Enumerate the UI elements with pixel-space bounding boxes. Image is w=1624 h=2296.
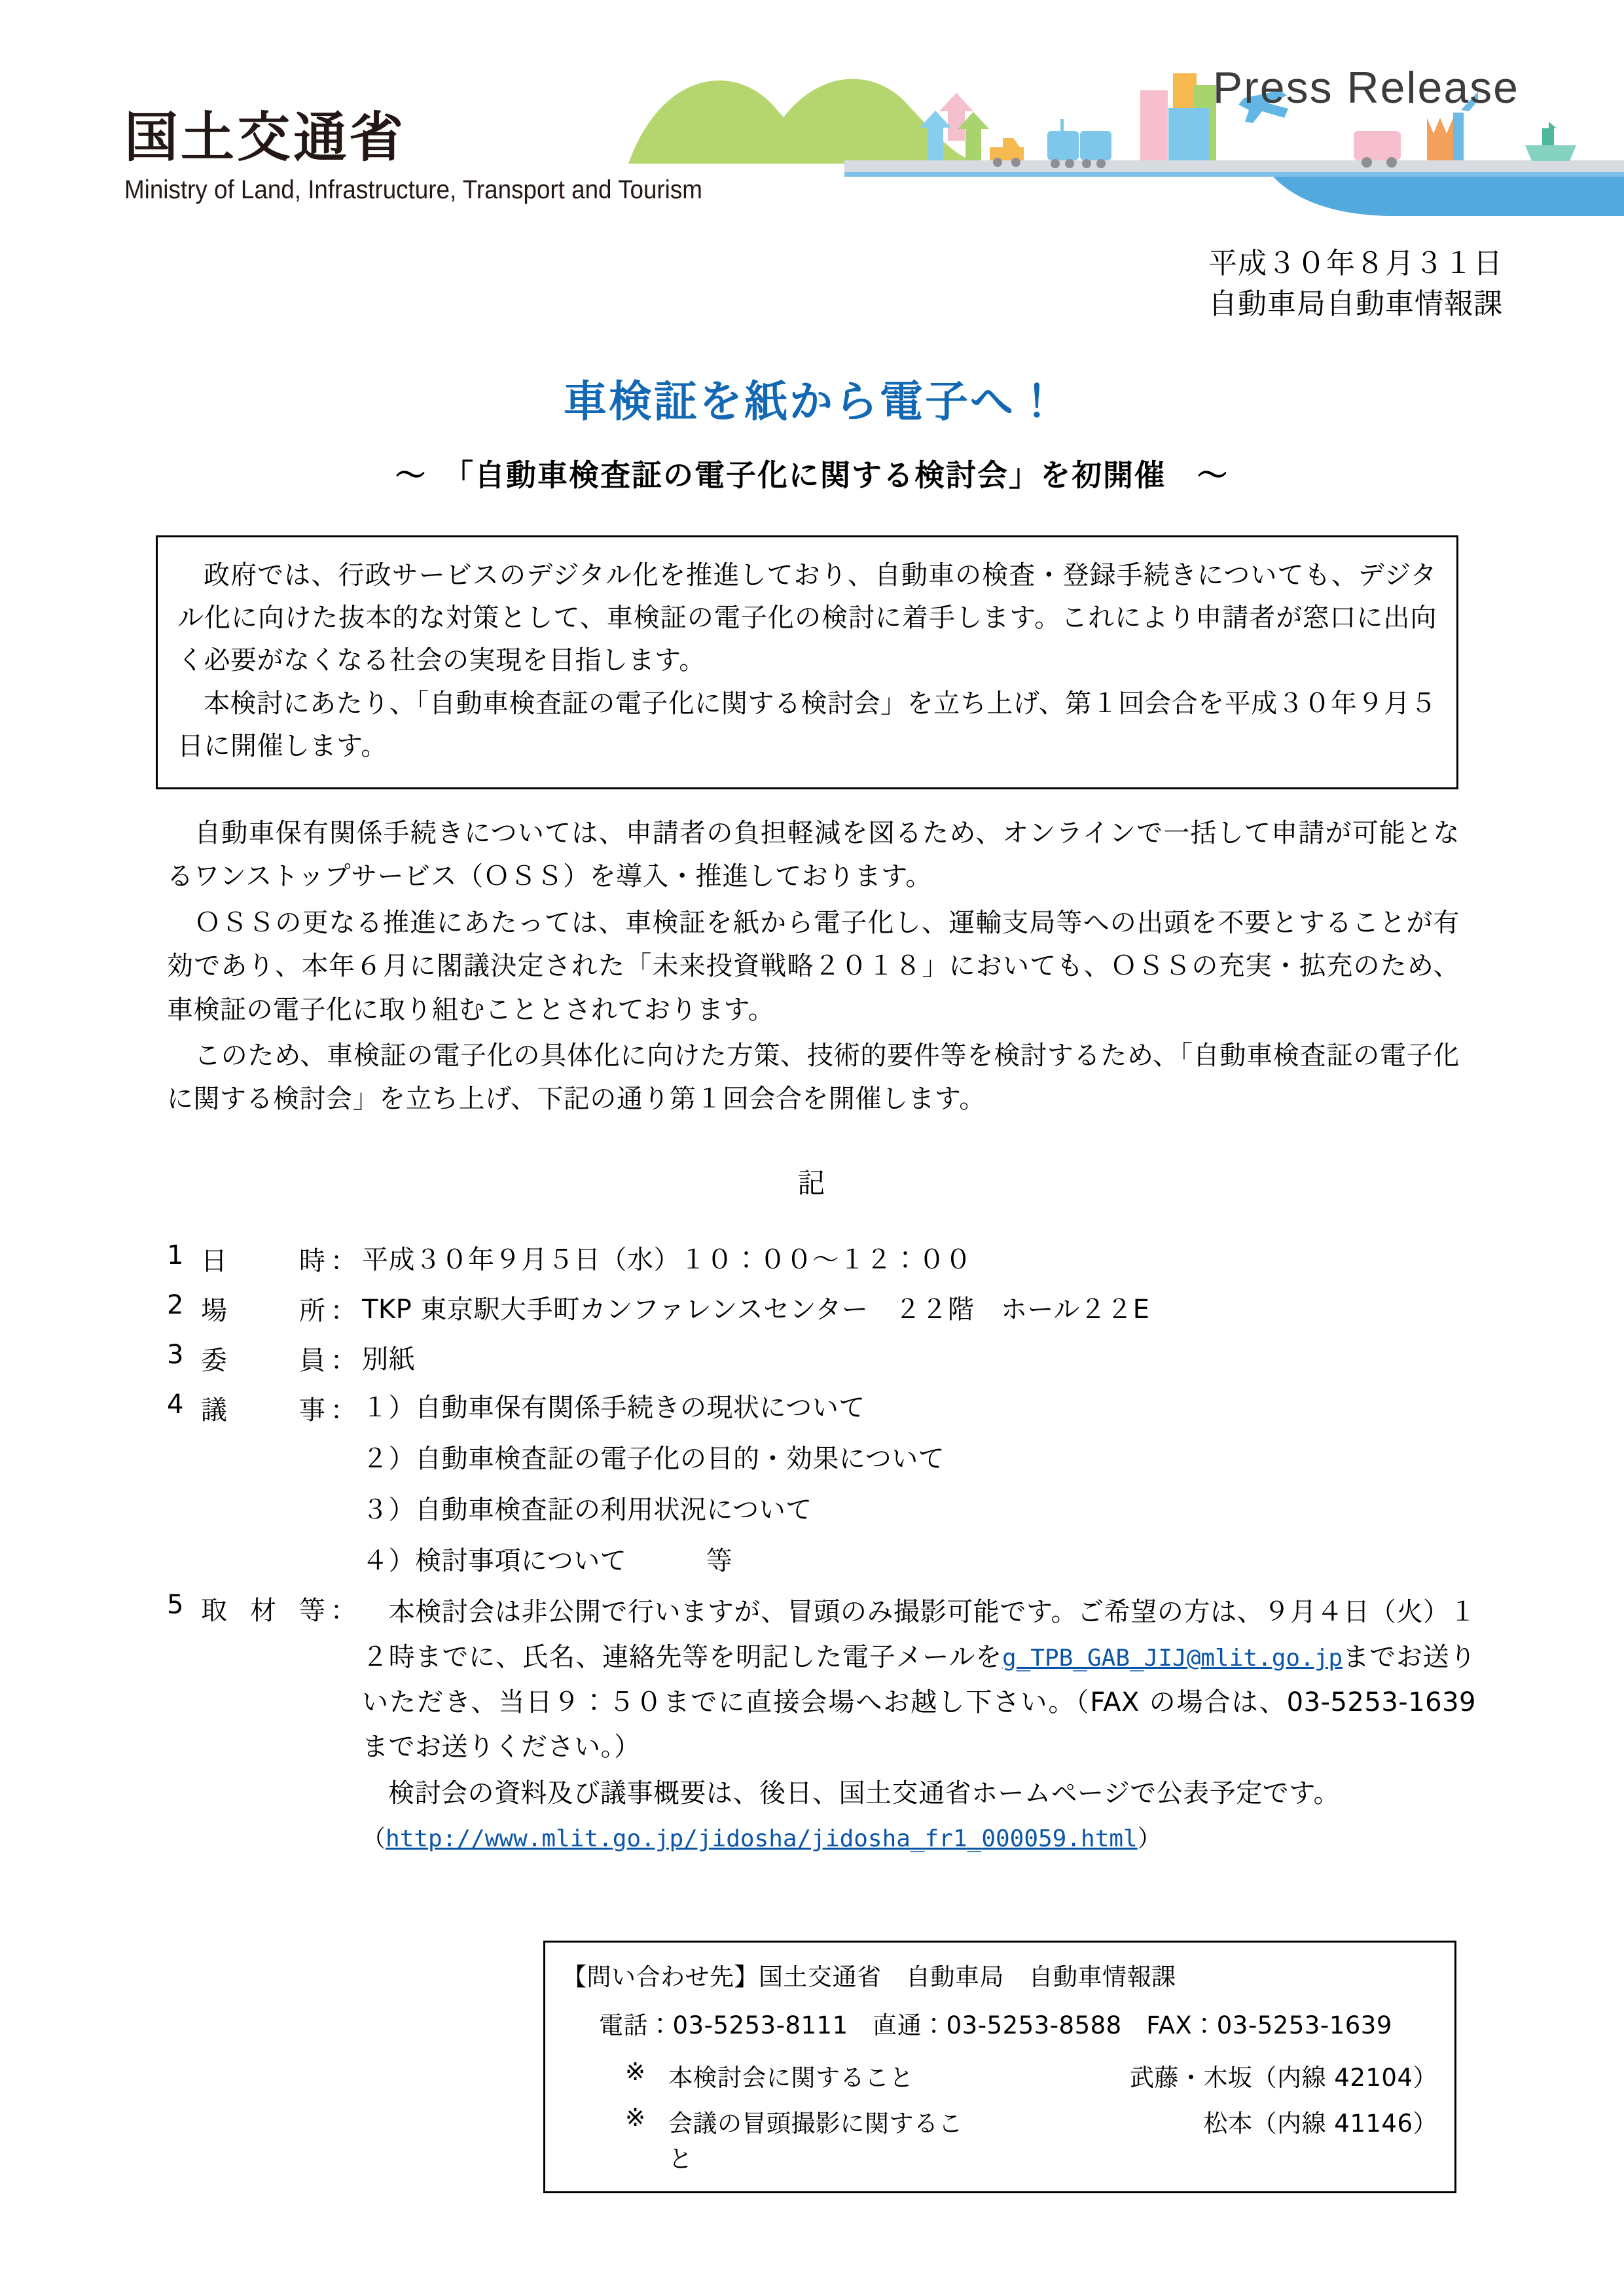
document-header [0,0,1624,236]
url-open-paren: （ [362,1825,386,1852]
item-label-char: 事 [299,1395,325,1426]
item-number: 2 [167,1290,184,1320]
item-label-char: 所 [299,1296,325,1326]
item-value [362,1590,1476,1857]
agenda-list-item: １）自動車保有関係手続きの現状について [362,1393,865,1423]
contact-email-link[interactable]: g_TPB_GAB_JIJ@mlit.go.jp [1001,1644,1343,1672]
note-contact-person: 松本（内線 41146） [1203,2109,1437,2138]
item-colon: ： [330,1296,357,1326]
item-label [201,1290,325,1327]
item-number: 4 [167,1390,184,1420]
item-label-char: 取 [201,1596,227,1626]
agenda-list-item: ３）自動車検査証の利用状況について [362,1495,812,1525]
note-topic: 会議の冒頭撮影に関すること [668,2109,963,2173]
body-paragraph: ＯＳＳの更なる推進にあたっては、車検証を紙から電子化し、運輸支局等への出頭を不要とすることが有効であり、本年６月に閣議決定された「未来投資戦略２０１８」においても、ＯＳＳの充実・拡充のため、車検証の電子化に取り組むこととされております。 [167,907,1460,1025]
detail-item-members [167,1340,1476,1379]
note-mark-icon: ※ [625,2104,646,2132]
item-value: 別紙 [362,1344,415,1374]
detail-item-agenda [167,1390,1476,1579]
press-release-label: Press Release [1212,63,1519,113]
contact-phone-numbers: 電話：03-5253-8111 直通：03-5253-8588 FAX：03-5253-1639 [599,2011,1392,2039]
item-label-char: 材 [250,1596,276,1626]
website-url-line [362,1821,1476,1857]
detail-item-press-coverage [167,1590,1476,1857]
item-value: 平成３０年９月５日（水）１０：００～１２：００ [362,1245,972,1275]
publication-note: 検討会の資料及び議事概要は、後日、国土交通省ホームページで公表予定です。 [388,1778,1340,1809]
ministry-website-link[interactable]: http://www.mlit.go.jp/jidosha/jidosha_fr1_000059.html [386,1825,1138,1852]
ministry-logo [124,107,753,205]
summary-box [156,535,1458,789]
contact-box [543,1941,1456,2193]
agenda-list-item: ４）検討事項について 等 [362,1546,733,1576]
item-colon: ： [330,1346,357,1376]
press-coverage-paragraph [362,1590,1476,1770]
detail-item-datetime [167,1240,1476,1280]
item-colon: ： [330,1246,357,1276]
contact-title: 【問い合わせ先】国土交通省 自動車局 自動車情報課 [562,1963,1176,1991]
item-colon: ： [330,1395,357,1426]
item-label-char: 等 [299,1596,325,1626]
details-list [167,1240,1476,1867]
item-value: TKP 東京駅大手町カンファレンスセンター ２２階 ホール２２E [362,1295,1150,1325]
item-label-char: 員 [299,1346,325,1376]
press-coverage-text-after-email: までお送りいただき、当日９：５０までに直接会場へお越し下さい。（FAX の場合は、03-5253-1639 までお送りください。） [362,1641,1477,1763]
body-paragraph: このため、車検証の電子化の具体化に向けた方策、技術的要件等を検討するため、「自動車検査証の電子化に関する検討会」を立ち上げ、下記の通り第１回会合を開催します。 [167,1040,1460,1115]
item-number: 3 [167,1340,184,1370]
note-mark-icon: ※ [625,2058,646,2086]
item-number: 1 [167,1240,184,1270]
note-contact-person: 武藤・木坂（内線 42104） [1130,2064,1437,2092]
ministry-name-ja: 国土交通省 [124,107,406,169]
item-label-char: 委 [201,1346,227,1376]
url-close-paren: ） [1137,1825,1161,1852]
item-label [201,1590,325,1627]
contact-note [562,2058,1437,2093]
note-topic: 本検討会に関すること [668,2064,914,2092]
press-coverage-text-before-email: 本検討会は非公開で行いますが、冒頭のみ撮影可能です。ご希望の方は、９月４日（火）１２時までに、氏名、連絡先等を明記した電子メールを [362,1597,1476,1672]
item-value [362,1390,1476,1579]
item-label-char: 議 [201,1395,227,1426]
item-number: 5 [167,1590,184,1620]
body-text [167,812,1460,1124]
item-label-char: 時 [299,1246,325,1276]
body-paragraph: 自動車保有関係手続きについては、申請者の負担軽減を図るため、オンラインで一括して申請が可能となるワンストップサービス（ＯＳＳ）を導入・推進しております。 [167,818,1460,892]
page-subtitle: ～ 「自動車検査証の電子化に関する検討会」を初開催 ～ [395,457,1229,493]
item-label-char: 日 [201,1246,227,1276]
item-label [201,1390,325,1427]
item-label-char: 場 [201,1296,227,1326]
item-label [201,1240,325,1278]
ministry-name-en: Ministry of Land, Infrastructure, Transport and Tourism [124,175,702,204]
contact-note [562,2104,1437,2174]
page-title: 車検証を紙から電子へ！ [564,376,1060,427]
document-meta [1208,243,1503,325]
item-label [201,1340,325,1377]
issuing-department: 自動車局自動車情報課 [1208,287,1503,321]
ki-mark: 記 [797,1167,827,1199]
agenda-list [362,1390,1476,1579]
agenda-list-item: ２）自動車検査証の電子化の目的・効果について [362,1444,945,1474]
item-colon: ： [330,1596,357,1626]
summary-paragraph: 本検討にあたり、「自動車検査証の電子化に関する検討会」を立ち上げ、第１回会合を平成３０年９月５日に開催します。 [177,689,1437,762]
summary-paragraph: 政府では、行政サービスのデジタル化を推進しており、自動車の検査・登録手続きについても、デジタル化に向けた抜本的な対策として、車検証の電子化の検討に着手します。これにより申請者が窓口に出向く必要がなくなる社会の実現を目指します。 [177,560,1437,675]
issue-date: 平成３０年８月３１日 [1208,247,1503,280]
detail-item-venue [167,1290,1476,1329]
